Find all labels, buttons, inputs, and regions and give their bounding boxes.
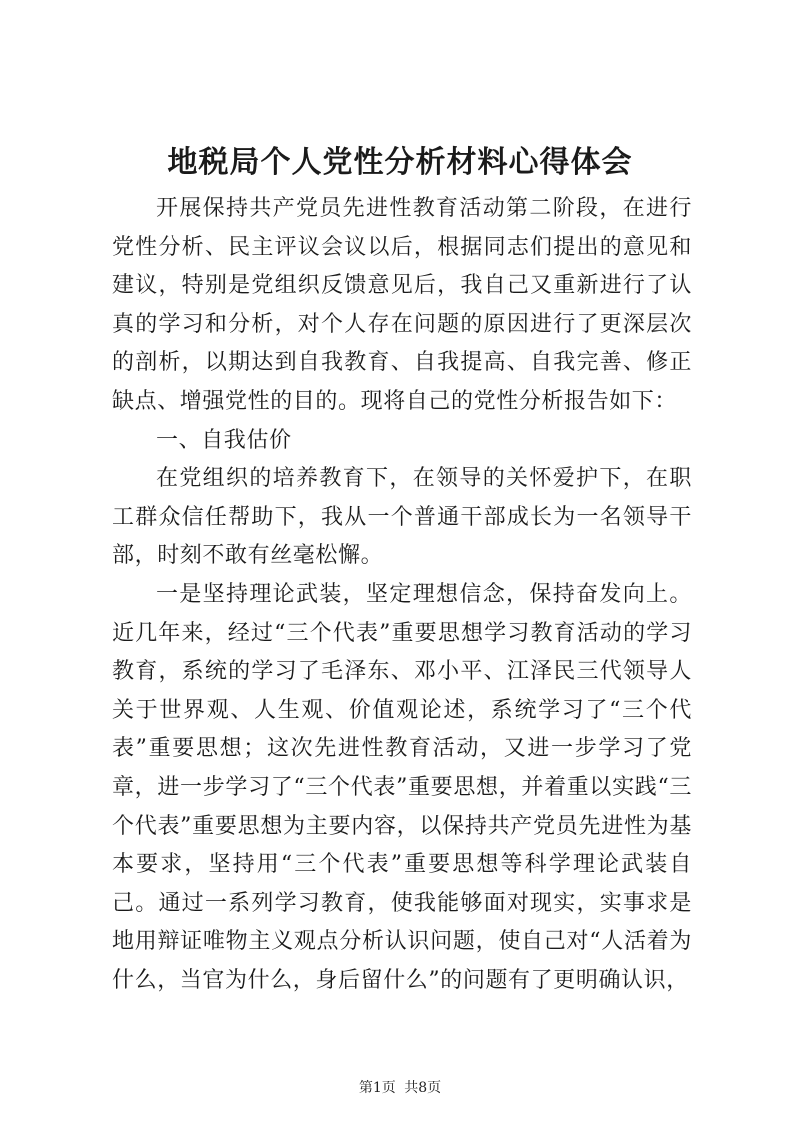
- page-footer: [0, 1078, 800, 1098]
- document-body: [112, 190, 692, 1000]
- paragraph-self-assessment: 在党组织的培养教育下，在领导的关怀爱护下，在职工群众信任帮助下，我从一个普通干部成长为一名领导干部，时刻不敢有丝毫松懈。: [112, 466, 692, 569]
- page-number: 第1页: [358, 1080, 396, 1096]
- section-heading-self-assessment: 一、自我估价: [156, 427, 292, 453]
- paragraph-intro: 开展保持共产党员先进性教育活动第二阶段，在进行党性分析、民主评议会议以后，根据同志们提出的意见和建议，特别是党组织反馈意见后，我自己又重新进行了认真的学习和分析，对个人存在问题的原因进行了更深层次的剖析，以期达到自我教育、自我提高、自我完善、修正缺点、增强党性的目的。现将自己的党性分析报告如下：: [112, 196, 692, 414]
- page-total: 共8页: [404, 1080, 442, 1096]
- document-title: 地税局个人党性分析材料心得体会: [167, 145, 633, 180]
- paragraph-point-one: 一是坚持理论武装，坚定理想信念，保持奋发向上。近几年来，经过“三个代表”重要思想学习教育活动的学习教育，系统的学习了毛泽东、邓小平、江泽民三代领导人关于世界观、人生观、价值观论述，系统学习了“三个代表”重要思想；这次先进性教育活动，又进一步学习了党章，进一步学习了“三个代表”重要思想，并着重以实践“三个代表”重要思想为主要内容，以保持共产党员先进性为基本要求，坚持用“三个代表”重要思想等科学理论武装自己。通过一系列学习教育，使我能够面对现实，实事求是地用辩证唯物主义观点分析认识问题，使自己对“人活着为什么，当官为什么，身后留什么”的问题有了更明确认识，: [112, 581, 692, 993]
